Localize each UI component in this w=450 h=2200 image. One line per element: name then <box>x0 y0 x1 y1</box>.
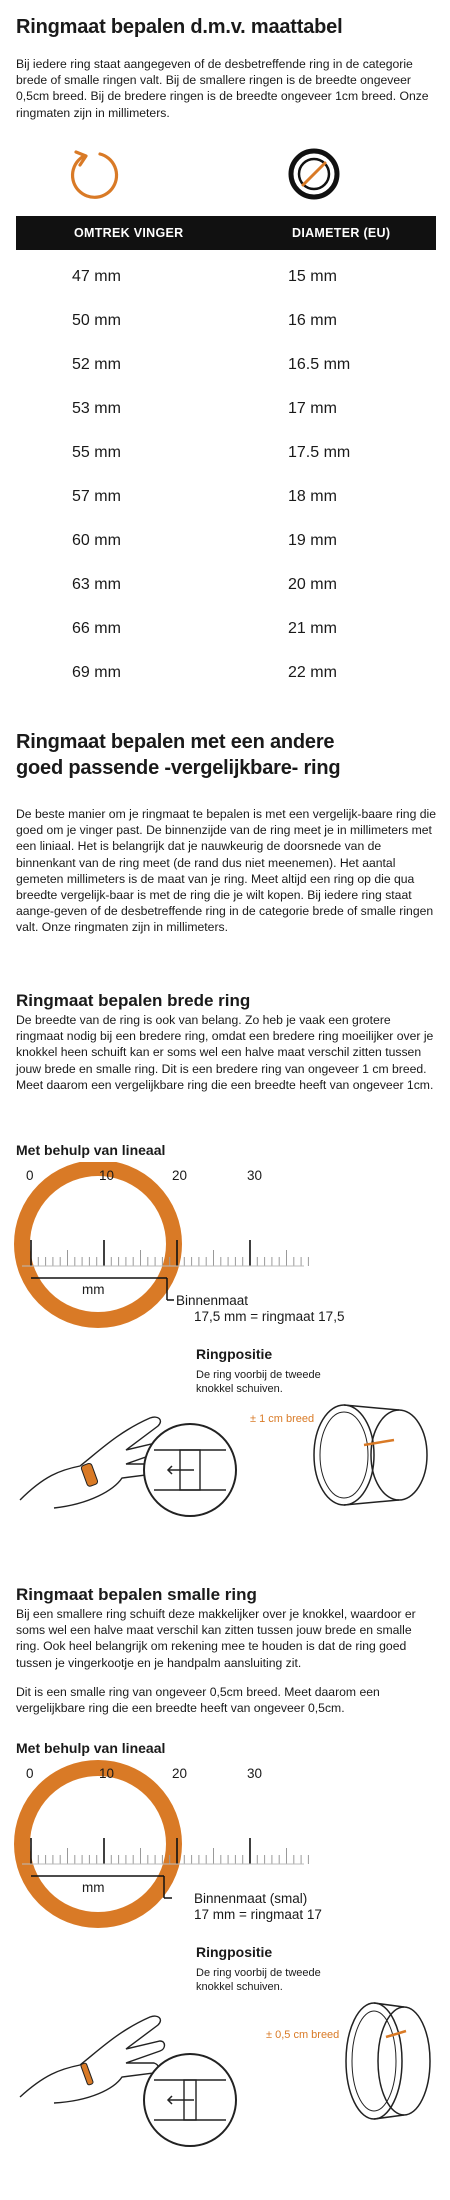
wide-knuckle-detail-icon <box>140 1420 240 1525</box>
narrow-inner-value: 17 mm = ringmaat 17 <box>194 1907 322 1922</box>
narrow-ring-text1: Bij een smallere ring schuift deze makkelijker over je knokkel, waardoor er soms wel een halve maat verschil kan zitten tussen jouw brede en smalle ring. Ook heel belangrijk om rekening mee te houden is dat de ring goed tussen je vingerkootje en je handpalm aansluiting zit. <box>16 1607 416 1670</box>
diameter-cell: 18 mm <box>288 488 337 505</box>
narrow-tick-10: 10 <box>99 1766 115 1781</box>
circumference-cell: 57 mm <box>72 488 121 505</box>
narrow-position-text: De ring voorbij de tweede knokkel schuiven. <box>196 1967 321 1993</box>
wide-inner-label: Binnenmaat <box>176 1293 249 1308</box>
diameter-cell: 19 mm <box>288 532 337 549</box>
wide-ring-title: Ringmaat bepalen brede ring <box>16 991 251 1010</box>
column-header-circumference: OMTREK VINGER <box>74 226 184 240</box>
wide-position-title: Ringpositie <box>196 1346 273 1362</box>
size-table-row <box>16 300 436 344</box>
diameter-cell: 20 mm <box>288 576 337 593</box>
size-table-row <box>16 476 436 520</box>
narrow-width-note: ± 0,5 cm breed <box>266 2029 340 2041</box>
narrow-ring-text2: Dit is een smalle ring van ongeveer 0,5cm breed. Meet daarom een vergelijkbare ring die een breedte heeft van ongeveer 0,5cm. <box>16 1685 380 1716</box>
circumference-cell: 52 mm <box>72 356 121 373</box>
diameter-ring-icon <box>286 146 342 207</box>
wide-tick-30: 30 <box>247 1168 263 1183</box>
wide-tick-20: 20 <box>172 1168 188 1183</box>
circumference-cell: 53 mm <box>72 400 121 417</box>
circumference-cell: 60 mm <box>72 532 121 549</box>
circumference-cell: 47 mm <box>72 268 121 285</box>
wide-tick-10: 10 <box>99 1168 115 1183</box>
size-table-row <box>16 432 436 476</box>
narrow-tick-20: 20 <box>172 1766 188 1781</box>
size-table-title: Ringmaat bepalen d.m.v. maattabel <box>16 16 343 38</box>
compare-intro: De beste manier om je ringmaat te bepalen is met een vergelijk-baare ring die goed om je vinger past. De binnenzijde van de ring meet je in millimeters met een liniaal. Het is belangrijk dat je nauwkeurig de doorsnede van de binnenkant van de ring meet (de rand dus niet meenemen). Het aantal gemeten millimeters is de maat van je ring. Meet altijd een ring op die qua breedte vergelijk-baar is met de ring die je wilt kopen. Bij iedere ring staat aange-geven of de desbetreffende ring in de categorie brede of smalle ringen valt. Onze ringmaten zijn in millimeters. <box>16 807 437 935</box>
size-table-row <box>16 256 436 300</box>
wide-mm-label: mm <box>82 1282 105 1297</box>
size-table-row <box>16 652 436 696</box>
narrow-ring-illustration <box>334 1995 434 2130</box>
compare-title-line1: Ringmaat bepalen met een andere <box>16 731 335 753</box>
diameter-cell: 22 mm <box>288 664 337 681</box>
narrow-knuckle-detail-icon <box>140 2050 240 2155</box>
circumference-cell: 69 mm <box>72 664 121 681</box>
wide-tick-0: 0 <box>26 1168 34 1183</box>
size-table-row <box>16 344 436 388</box>
wide-ring-text: De breedte van de ring is ook van belang. Zo heb je vaak een grotere ringmaat nodig bij een bredere ring, omdat een bredere ring moeilijker over je knokkel heen schuift kan er soms wel een halve maat verschil zitten tussen jouw brede en smalle ring. Dit is een bredere ring van ongeveer 1 cm breed. Meet daarom een vergelijkbare ring die een breedte heeft van ongeveer 1cm. <box>16 1013 434 1092</box>
size-table-row <box>16 608 436 652</box>
size-table-row <box>16 388 436 432</box>
narrow-position-title: Ringpositie <box>196 1944 273 1960</box>
compare-title-line2: goed passende -vergelijkbare- ring <box>16 757 341 779</box>
wide-width-note: ± 1 cm breed <box>250 1413 315 1425</box>
narrow-ring-title: Ringmaat bepalen smalle ring <box>16 1585 257 1604</box>
circumference-cell: 50 mm <box>72 312 121 329</box>
size-table-intro: Bij iedere ring staat aangegeven of de desbetreffende ring in de categorie brede of smalle ringen valt. Bij de smallere ringen is de breedte ongeveer 0,5cm breed. Bij de bredere ringen is de breedte ongeveer 1cm breed. Onze ringmaten zijn in millimeters. <box>16 57 429 120</box>
diameter-cell: 17.5 mm <box>288 444 351 461</box>
narrow-tick-30: 30 <box>247 1766 263 1781</box>
wide-ruler-title: Met behulp van lineaal <box>16 1142 166 1158</box>
narrow-mm-label: mm <box>82 1880 105 1895</box>
wide-inner-value: 17,5 mm = ringmaat 17,5 <box>194 1309 345 1324</box>
circumference-cell: 63 mm <box>72 576 121 593</box>
circumference-cell: 55 mm <box>72 444 121 461</box>
diameter-cell: 17 mm <box>288 400 337 417</box>
size-table-row <box>16 520 436 564</box>
size-table-row <box>16 564 436 608</box>
wide-position-text: De ring voorbij de tweede knokkel schuiven. <box>196 1369 321 1395</box>
narrow-inner-label: Binnenmaat (smal) <box>194 1891 308 1906</box>
circumference-cell: 66 mm <box>72 620 121 637</box>
size-table-header <box>16 216 436 250</box>
narrow-tick-0: 0 <box>26 1766 34 1781</box>
diameter-cell: 16 mm <box>288 312 337 329</box>
narrow-ruler-title: Met behulp van lineaal <box>16 1740 166 1756</box>
circumference-arrow-icon <box>66 146 122 207</box>
wide-ring-illustration <box>304 1400 434 1515</box>
diameter-cell: 15 mm <box>288 268 337 285</box>
diameter-cell: 16.5 mm <box>288 356 351 373</box>
diameter-cell: 21 mm <box>288 620 337 637</box>
column-header-diameter: DIAMETER (EU) <box>292 226 391 240</box>
